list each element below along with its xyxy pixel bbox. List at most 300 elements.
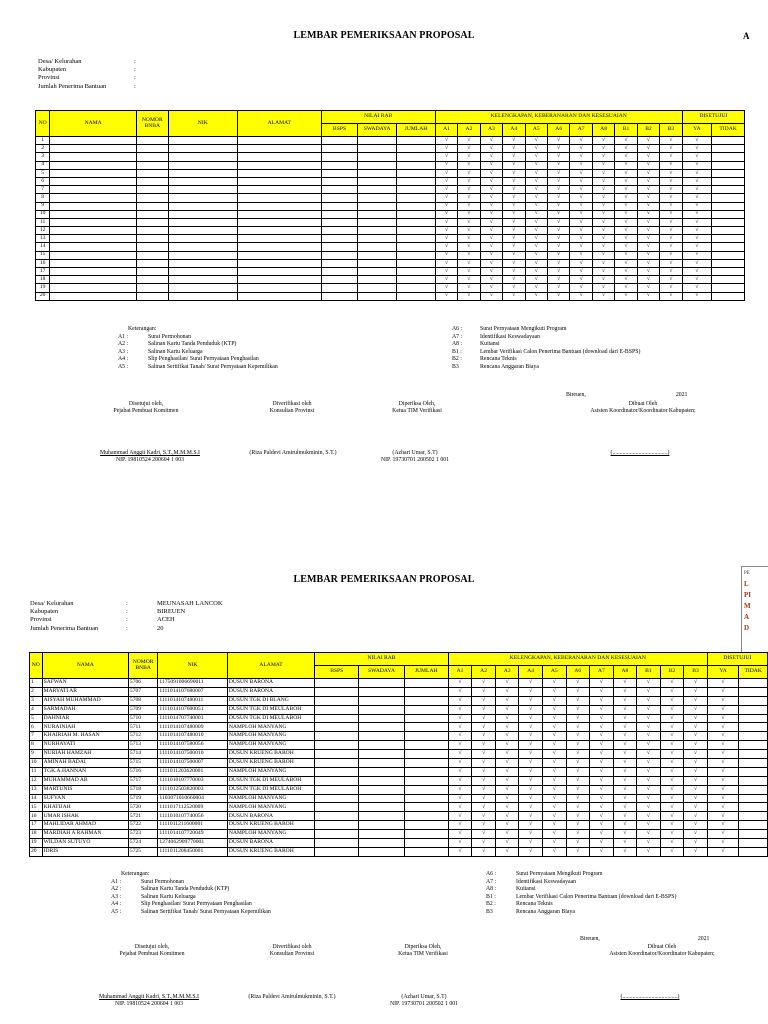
check-mark-cell: √ (637, 767, 661, 776)
check-mark-cell: √ (566, 750, 590, 759)
nama-cell (50, 145, 137, 153)
form-title: LEMBAR PEMERIKSAAN PROPOSAL (293, 30, 475, 41)
jumlah-cell (397, 177, 436, 185)
table-row (36, 268, 745, 276)
bsps-cell (321, 276, 358, 284)
table-row (36, 218, 745, 226)
alamat-cell (237, 292, 321, 300)
jumlah-cell (397, 251, 436, 259)
col-header-bsps: BSPS (321, 124, 358, 137)
check-mark-cell: √ (542, 696, 566, 705)
table-row (36, 202, 745, 210)
check-mark-cell: √ (548, 153, 570, 161)
nik-cell: 1111014107680007 (158, 687, 227, 696)
swadaya-cell (359, 830, 404, 839)
note-row: B1 : Lembar Verifikasi Calon Penerima Bantuan (download dari E-BSPS) (486, 893, 677, 900)
bsps-cell (321, 202, 358, 210)
col-header-a6: A6 (566, 666, 590, 679)
note-row: A1 : Surat Permohonan (111, 878, 184, 885)
approved-tidak-cell (712, 137, 745, 145)
check-mark-cell: √ (660, 186, 682, 194)
check-mark-cell: √ (613, 847, 637, 856)
bsps-cell (321, 153, 358, 161)
col-header-nik: NIK (168, 111, 237, 137)
check-mark-cell: √ (566, 830, 590, 839)
swadaya-cell (358, 251, 397, 259)
col-header-a8: A8 (613, 666, 637, 679)
approved-tidak-cell (739, 785, 768, 794)
check-mark-cell: √ (660, 794, 684, 803)
check-mark-cell: √ (637, 696, 661, 705)
check-mark-cell: √ (590, 767, 614, 776)
alamat-cell (237, 137, 321, 145)
signature-block-ketua: Diperiksa Oleh, Ketua TIM Verifikasi (392, 401, 442, 415)
check-mark-cell: √ (480, 251, 502, 259)
check-mark-cell: √ (615, 145, 637, 153)
check-mark-cell: √ (525, 177, 547, 185)
nomor-bnba-cell (136, 218, 168, 226)
approved-tidak-cell (712, 161, 745, 169)
check-mark-cell: √ (448, 696, 472, 705)
approved-ya-cell: √ (707, 679, 739, 688)
check-mark-cell: √ (590, 839, 614, 848)
check-mark-cell: √ (519, 687, 543, 696)
col-header-no: NO (30, 653, 43, 679)
check-mark-cell: √ (525, 169, 547, 177)
alamat-cell (237, 276, 321, 284)
check-mark-cell: √ (615, 292, 637, 300)
approved-ya-cell: √ (682, 235, 712, 243)
check-mark-cell: √ (542, 847, 566, 856)
alamat-cell (237, 251, 321, 259)
check-mark-cell: √ (472, 803, 496, 812)
check-mark-cell: √ (590, 803, 614, 812)
row-number-cell: 17 (30, 821, 43, 830)
col-header-a5: A5 (525, 124, 547, 137)
row-number-cell: 20 (30, 847, 43, 856)
table-row (36, 276, 745, 284)
check-mark-cell: √ (503, 227, 525, 235)
check-mark-cell: √ (458, 161, 480, 169)
row-number-cell: 6 (30, 723, 43, 732)
table-row (30, 696, 768, 705)
check-mark-cell: √ (519, 705, 543, 714)
check-mark-cell: √ (448, 839, 472, 848)
check-mark-cell: √ (590, 679, 614, 688)
alamat-cell: NAMPLOH MANYANG (227, 767, 314, 776)
check-mark-cell: √ (548, 169, 570, 177)
check-mark-cell: √ (435, 276, 457, 284)
alamat-cell: DUSUN BARONA (227, 839, 314, 848)
check-mark-cell: √ (566, 687, 590, 696)
nomor-bnba-cell (136, 284, 168, 292)
alamat-cell (237, 210, 321, 218)
check-mark-cell: √ (637, 259, 659, 267)
bsps-cell (315, 750, 359, 759)
check-mark-cell: √ (519, 839, 543, 848)
table-row (30, 767, 768, 776)
check-mark-cell: √ (615, 194, 637, 202)
col-header-nomor-bnba: NOMOR BNBA (128, 653, 157, 679)
approved-tidak-cell (712, 251, 745, 259)
nama-cell (50, 186, 137, 194)
check-mark-cell: √ (448, 741, 472, 750)
note-row: A4 : Slip Penghasilan/ Surat Pernyataan Penghasilan (118, 356, 259, 363)
check-mark-cell: √ (637, 137, 659, 145)
swadaya-cell (358, 194, 397, 202)
alamat-cell (237, 284, 321, 292)
swadaya-cell (358, 284, 397, 292)
approved-tidak-cell (712, 243, 745, 251)
check-mark-cell: √ (570, 243, 592, 251)
alamat-cell (237, 268, 321, 276)
check-mark-cell: √ (435, 169, 457, 177)
check-mark-cell: √ (660, 259, 682, 267)
check-mark-cell: √ (615, 276, 637, 284)
nik-cell (168, 243, 237, 251)
check-mark-cell: √ (542, 750, 566, 759)
check-mark-cell: √ (660, 218, 682, 226)
bsps-cell (315, 759, 359, 768)
check-mark-cell: √ (570, 145, 592, 153)
check-mark-cell: √ (458, 169, 480, 177)
check-mark-cell: √ (570, 137, 592, 145)
nama-cell: MARDIAH A RAHMAN (42, 830, 128, 839)
check-mark-cell: √ (519, 767, 543, 776)
nik-cell: 1175091006690011 (158, 679, 227, 688)
check-mark-cell: √ (637, 145, 659, 153)
check-mark-cell: √ (458, 251, 480, 259)
note-row: A5 : Salinan Sertifikat Tanah/ Surat Pernyataan Kepemilikan (118, 363, 278, 370)
check-mark-cell: √ (570, 218, 592, 226)
approved-tidak-cell (739, 714, 768, 723)
check-mark-cell: √ (448, 714, 472, 723)
alamat-cell (237, 259, 321, 267)
check-mark-cell: √ (637, 679, 661, 688)
check-mark-cell: √ (519, 741, 543, 750)
approved-tidak-cell (712, 145, 745, 153)
nik-cell: 1111014707740001 (158, 714, 227, 723)
nik-cell (168, 161, 237, 169)
approved-tidak-cell (739, 750, 768, 759)
check-mark-cell: √ (660, 194, 682, 202)
check-mark-cell: √ (615, 235, 637, 243)
nama-cell: TGK.A.HANNAN (42, 767, 128, 776)
approved-tidak-cell (739, 741, 768, 750)
nama-cell: KHATIJAH (42, 803, 128, 812)
check-mark-cell: √ (592, 202, 614, 210)
approved-ya-cell: √ (682, 292, 712, 300)
approved-tidak-cell (739, 679, 768, 688)
table-row (30, 847, 768, 856)
note-row: B2 : Rencana Teknis (486, 901, 553, 908)
jumlah-cell (397, 145, 436, 153)
check-mark-cell: √ (615, 259, 637, 267)
nama-cell (50, 292, 137, 300)
check-mark-cell: √ (472, 830, 496, 839)
jumlah-cell (404, 679, 448, 688)
check-mark-cell: √ (660, 839, 684, 848)
check-mark-cell: √ (480, 169, 502, 177)
check-mark-cell: √ (435, 235, 457, 243)
check-mark-cell: √ (592, 284, 614, 292)
verification-table-filled (29, 652, 768, 857)
check-mark-cell: √ (615, 161, 637, 169)
location-info (38, 58, 156, 91)
signature-block-asisten: Dibuat Oleh Asisten Koordinator/Koordinator Kabupaten; (609, 944, 715, 958)
check-mark-cell: √ (684, 830, 708, 839)
check-mark-cell: √ (548, 276, 570, 284)
approved-ya-cell: √ (707, 794, 739, 803)
jumlah-cell (397, 227, 436, 235)
signature-block-asisten: Dibuat Oleh Asisten Koordinator/Koordinator Kabupaten; (590, 401, 696, 415)
check-mark-cell: √ (472, 705, 496, 714)
nama-cell (50, 259, 137, 267)
check-mark-cell: √ (684, 803, 708, 812)
check-mark-cell: √ (525, 153, 547, 161)
nik-cell (168, 153, 237, 161)
bsps-cell (321, 210, 358, 218)
nik-cell (168, 169, 237, 177)
info-row: Provinsi : ACEH (30, 616, 277, 624)
check-mark-cell: √ (503, 268, 525, 276)
check-mark-cell: √ (590, 705, 614, 714)
table-row (30, 839, 768, 848)
check-mark-cell: √ (548, 259, 570, 267)
alamat-cell: DUSUN KRUENG BAROH (227, 821, 314, 830)
col-header-kelengkapan: KELENGKAPAN, KEBERANARAN DAN KESESUAIAN (435, 111, 682, 124)
swadaya-cell (358, 243, 397, 251)
check-mark-cell: √ (613, 759, 637, 768)
bsps-cell (315, 723, 359, 732)
signature-name-konsultan: (Riza Paldevi Amirulmukminin, S.T.) (249, 450, 337, 456)
nik-cell (168, 177, 237, 185)
check-mark-cell: √ (495, 679, 519, 688)
row-number-cell: 2 (36, 145, 50, 153)
check-mark-cell: √ (637, 821, 661, 830)
check-mark-cell: √ (448, 687, 472, 696)
check-mark-cell: √ (592, 161, 614, 169)
check-mark-cell: √ (548, 186, 570, 194)
swadaya-cell (358, 161, 397, 169)
check-mark-cell: √ (480, 210, 502, 218)
nik-cell (168, 251, 237, 259)
alamat-cell (237, 202, 321, 210)
check-mark-cell: √ (592, 194, 614, 202)
alamat-cell (237, 161, 321, 169)
row-number-cell: 12 (36, 227, 50, 235)
bsps-cell (315, 767, 359, 776)
note-row: A6 : Surat Pernyataan Mengikuti Program (452, 326, 567, 332)
jumlah-cell (404, 687, 448, 696)
nama-cell (50, 137, 137, 145)
check-mark-cell: √ (503, 169, 525, 177)
bsps-cell (315, 687, 359, 696)
nama-cell (50, 251, 137, 259)
check-mark-cell: √ (637, 687, 661, 696)
nama-cell: MUHAMMAD AB (42, 776, 128, 785)
check-mark-cell: √ (613, 794, 637, 803)
swadaya-cell (359, 759, 404, 768)
col-header-b1: B1 (637, 666, 661, 679)
check-mark-cell: √ (570, 284, 592, 292)
check-mark-cell: √ (519, 759, 543, 768)
table-row (30, 794, 768, 803)
check-mark-cell: √ (519, 750, 543, 759)
alamat-cell: DUSUN KRUENG BAROH (227, 750, 314, 759)
nomor-bnba-cell (136, 210, 168, 218)
check-mark-cell: √ (570, 235, 592, 243)
nama-cell (50, 243, 137, 251)
check-mark-cell: √ (472, 759, 496, 768)
nama-cell (50, 284, 137, 292)
check-mark-cell: √ (660, 227, 682, 235)
nomor-bnba-cell (136, 235, 168, 243)
check-mark-cell: √ (684, 741, 708, 750)
check-mark-cell: √ (592, 137, 614, 145)
signature-block-konsultan: Diverifikasi oleh Konsultan Provinsi (269, 944, 315, 958)
table-row (30, 776, 768, 785)
approved-ya-cell: √ (707, 714, 739, 723)
approved-tidak-cell (739, 821, 768, 830)
nomor-bnba-cell: 5712 (128, 732, 157, 741)
nomor-bnba-cell (136, 186, 168, 194)
check-mark-cell: √ (525, 227, 547, 235)
check-mark-cell: √ (590, 812, 614, 821)
table-row (36, 137, 745, 145)
nik-cell: 1111017112520009 (158, 803, 227, 812)
check-mark-cell: √ (592, 145, 614, 153)
check-mark-cell: √ (525, 292, 547, 300)
nomor-bnba-cell: 5724 (128, 839, 157, 848)
info-row: Jumlah Penerima Bantuan : (38, 82, 136, 90)
check-mark-cell: √ (519, 696, 543, 705)
nik-cell (168, 284, 237, 292)
check-mark-cell: √ (660, 137, 682, 145)
table-row (30, 687, 768, 696)
nama-cell: MARTUNIS (42, 785, 128, 794)
approved-ya-cell: √ (682, 227, 712, 235)
signature-block-konsultan: Diverifikasi oleh Konsultan Provinsi (269, 401, 315, 415)
check-mark-cell: √ (448, 847, 472, 856)
check-mark-cell: √ (570, 268, 592, 276)
jumlah-cell (404, 741, 448, 750)
check-mark-cell: √ (472, 812, 496, 821)
check-mark-cell: √ (435, 186, 457, 194)
col-header-a6: A6 (548, 124, 570, 137)
check-mark-cell: √ (684, 812, 708, 821)
info-value-jumlah: 20 (157, 624, 164, 632)
col-header-disetujui: DISETUJUI (707, 653, 767, 666)
check-mark-cell: √ (480, 202, 502, 210)
approved-ya-cell: √ (707, 776, 739, 785)
table-row (36, 284, 745, 292)
check-mark-cell: √ (566, 767, 590, 776)
check-mark-cell: √ (435, 251, 457, 259)
check-mark-cell: √ (592, 276, 614, 284)
check-mark-cell: √ (566, 741, 590, 750)
alamat-cell: NAMPLOH MANYANG (227, 803, 314, 812)
approved-ya-cell: √ (682, 177, 712, 185)
col-header-swadaya: SWADAYA (358, 124, 397, 137)
check-mark-cell: √ (637, 251, 659, 259)
col-header-nik: NIK (158, 653, 227, 679)
signature-name-konsultan: (Riza Paldevi Amirulmukminin, S.T.) (248, 994, 336, 1000)
check-mark-cell: √ (660, 812, 684, 821)
alamat-cell: NAMPLOH MANYANG (227, 723, 314, 732)
table-row (30, 812, 768, 821)
check-mark-cell: √ (613, 830, 637, 839)
swadaya-cell (358, 210, 397, 218)
nik-cell (168, 145, 237, 153)
bsps-cell (315, 803, 359, 812)
jumlah-cell (397, 259, 436, 267)
nomor-bnba-cell (136, 202, 168, 210)
col-header-disetujui: DISETUJUI (682, 111, 744, 124)
check-mark-cell: √ (592, 169, 614, 177)
approved-tidak-cell (739, 839, 768, 848)
check-mark-cell: √ (684, 839, 708, 848)
check-mark-cell: √ (480, 243, 502, 251)
col-header-a4: A4 (503, 124, 525, 137)
approved-tidak-cell (739, 723, 768, 732)
check-mark-cell: √ (566, 714, 590, 723)
check-mark-cell: √ (448, 794, 472, 803)
approved-tidak-cell (712, 210, 745, 218)
check-mark-cell: √ (592, 153, 614, 161)
check-mark-cell: √ (570, 251, 592, 259)
swadaya-cell (359, 723, 404, 732)
row-number-cell: 1 (36, 137, 50, 145)
check-mark-cell: √ (542, 679, 566, 688)
check-mark-cell: √ (525, 161, 547, 169)
jumlah-cell (397, 186, 436, 194)
check-mark-cell: √ (566, 839, 590, 848)
row-number-cell: 14 (30, 794, 43, 803)
col-header-tidak: TIDAK (739, 666, 768, 679)
check-mark-cell: √ (472, 767, 496, 776)
check-mark-cell: √ (566, 679, 590, 688)
nomor-bnba-cell (136, 161, 168, 169)
check-mark-cell: √ (495, 839, 519, 848)
table-row (30, 785, 768, 794)
nomor-bnba-cell (136, 227, 168, 235)
check-mark-cell: √ (480, 227, 502, 235)
check-mark-cell: √ (525, 137, 547, 145)
jumlah-cell (404, 750, 448, 759)
row-number-cell: 8 (30, 741, 43, 750)
table-row (30, 723, 768, 732)
check-mark-cell: √ (525, 218, 547, 226)
nama-cell (50, 161, 137, 169)
check-mark-cell: √ (615, 243, 637, 251)
nik-cell: 1111014107720049 (158, 830, 227, 839)
note-row: A4 : Slip Penghasilan/ Surat Pernyataan Penghasilan (111, 901, 252, 908)
check-mark-cell: √ (660, 687, 684, 696)
check-mark-cell: √ (590, 821, 614, 830)
swadaya-cell (359, 821, 404, 830)
col-header-a8: A8 (592, 124, 614, 137)
nama-cell (50, 227, 137, 235)
nomor-bnba-cell: 5721 (128, 812, 157, 821)
nama-cell (50, 210, 137, 218)
check-mark-cell: √ (542, 732, 566, 741)
nomor-bnba-cell: 5708 (128, 696, 157, 705)
check-mark-cell: √ (615, 218, 637, 226)
nomor-bnba-cell (136, 153, 168, 161)
alamat-cell: DUSUN BARONA (227, 687, 314, 696)
check-mark-cell: √ (613, 776, 637, 785)
